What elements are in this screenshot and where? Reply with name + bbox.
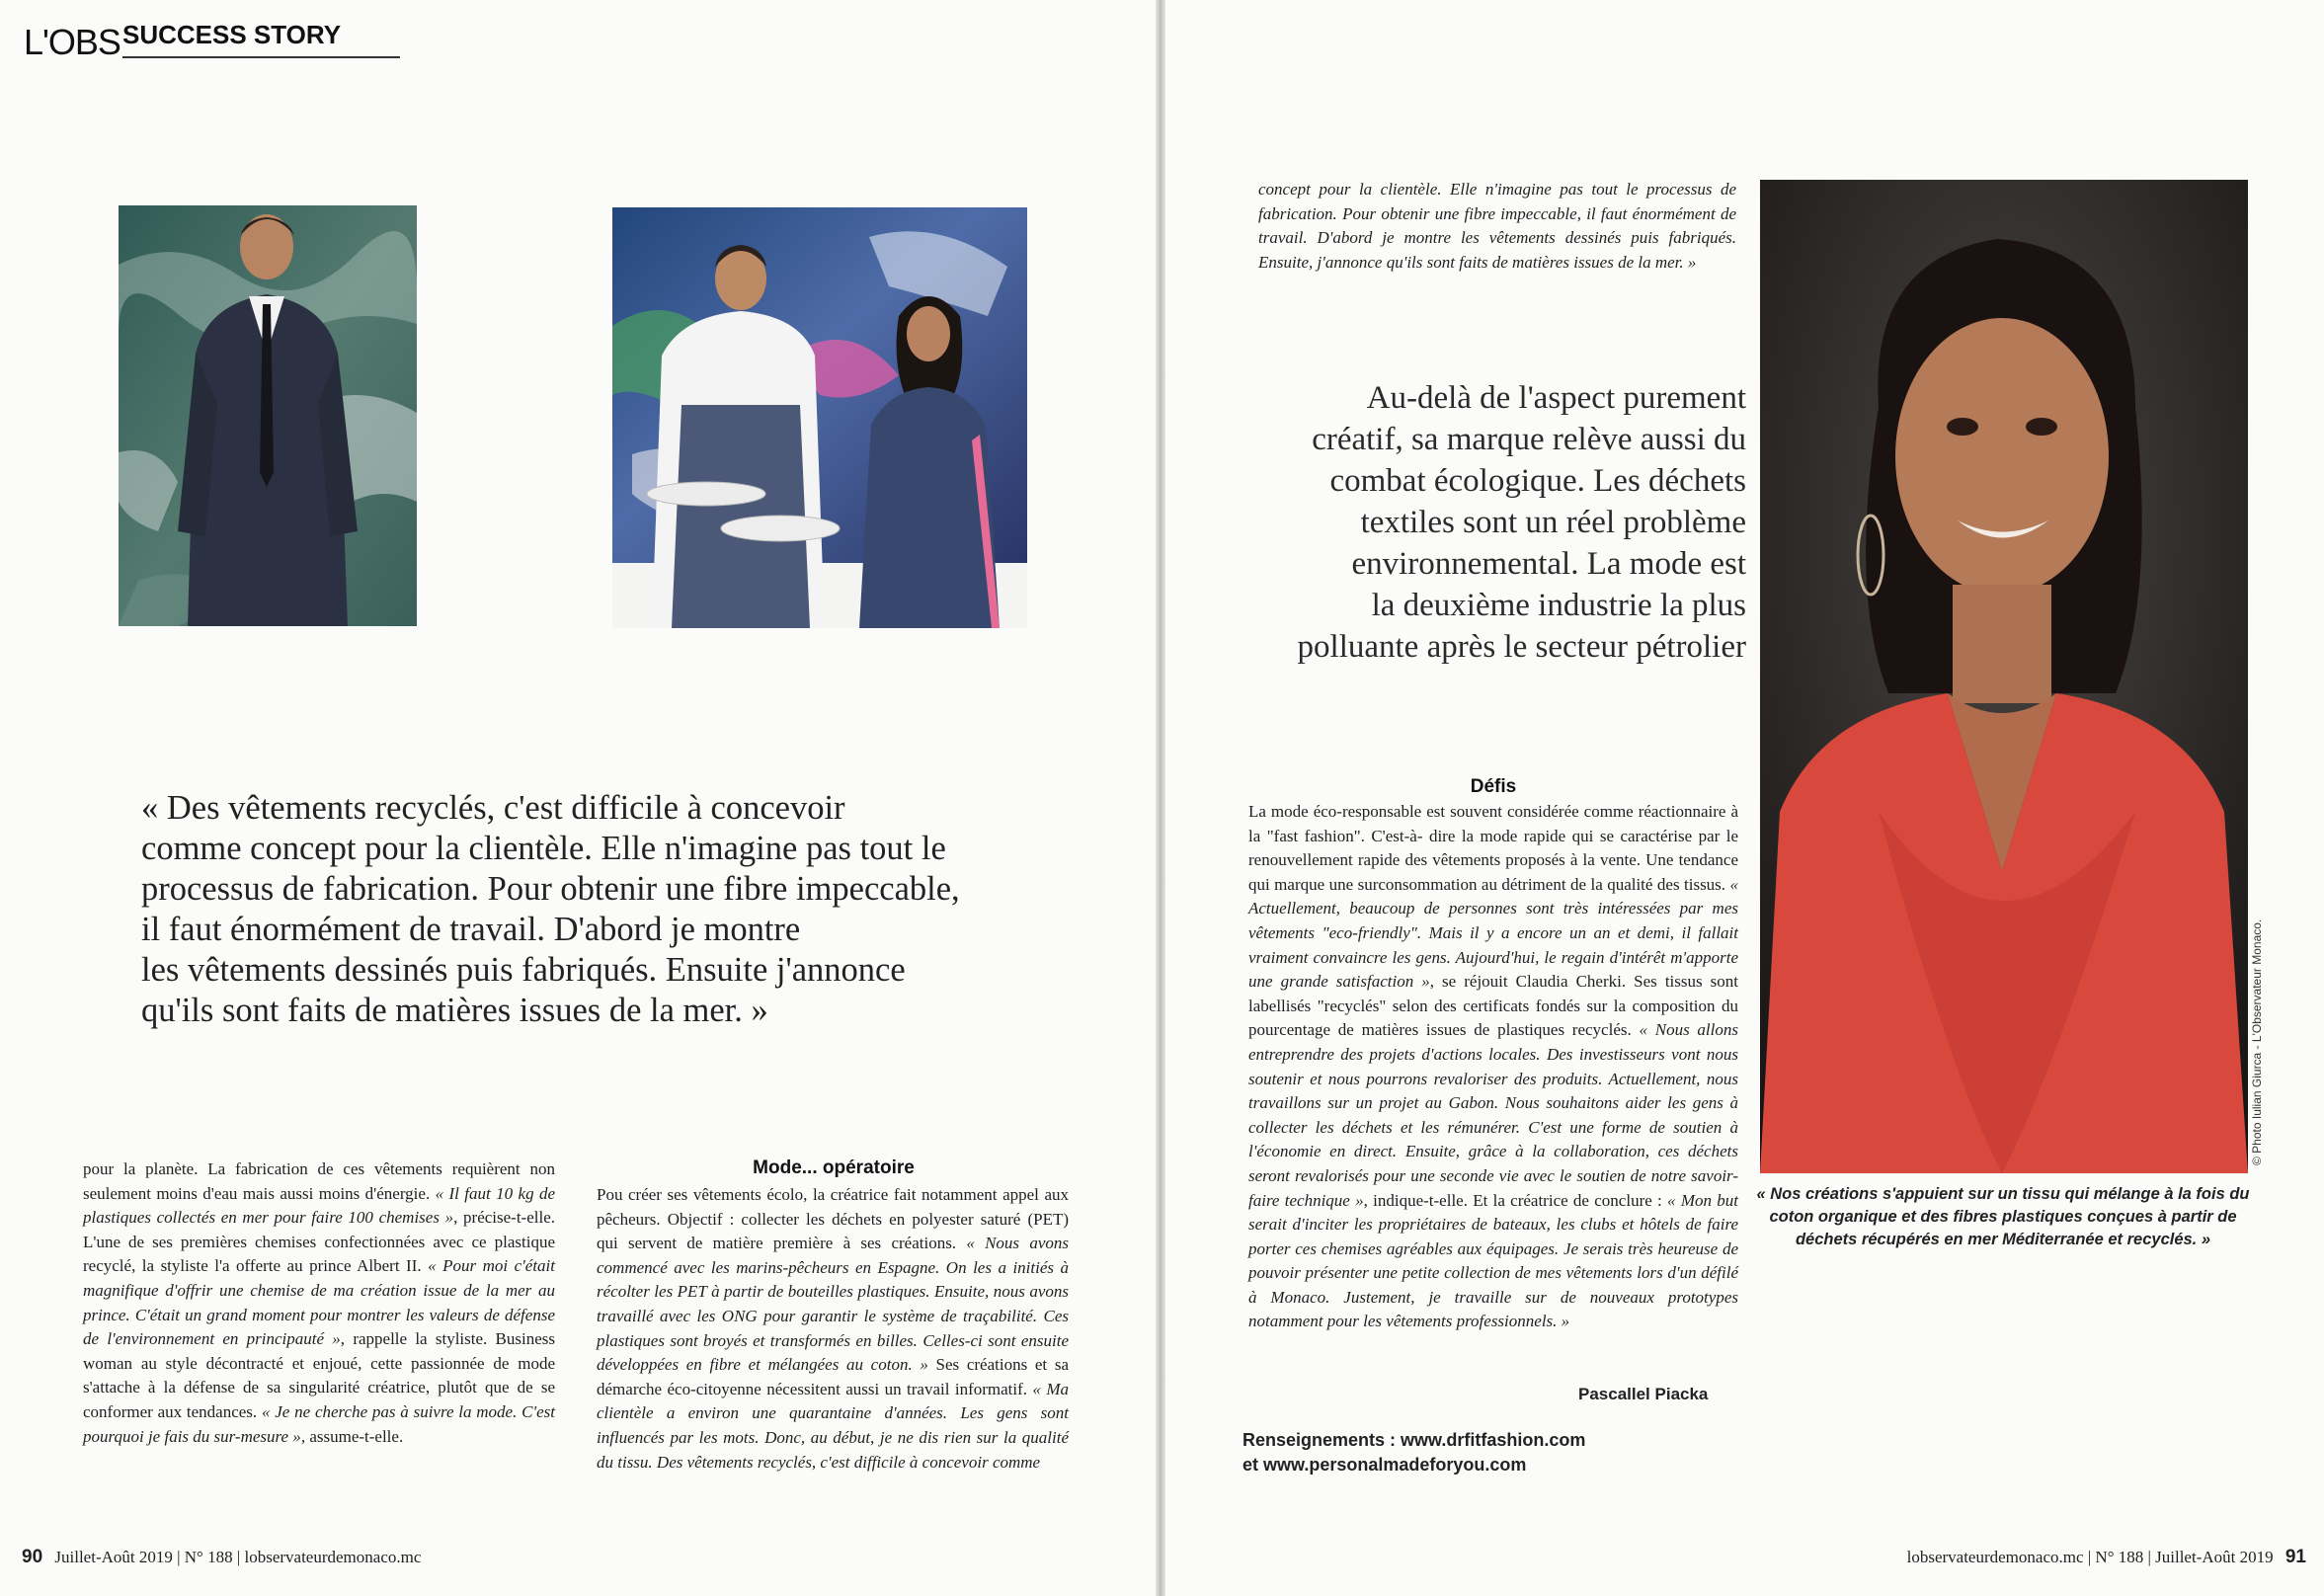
right-page [1165, 0, 2324, 1596]
big-quote-line: les vêtements dessinés puis fabriqués. Ensuite j'annonce [141, 951, 906, 989]
big-quote-line: processus de fabrication. Pour obtenir une fibre impeccable, [141, 870, 960, 908]
magazine-logo: L'OBS [24, 22, 120, 62]
continuation-text: concept pour la clientèle. Elle n'imagine pas tout le processus de fabrication. Pour obtenir une fibre impeccable, il faut énormément de travail. D'abord je montre les vêtements dessinés puis fabriqués. Ensuite, j'annonce qu'ils sont faits de matières issues de la mer. » [1258, 180, 1736, 272]
left-page [0, 0, 1156, 1596]
big-quote-line: il faut énormément de travail. D'abord je montre [141, 911, 801, 948]
article-column-1 [83, 1157, 555, 1449]
article-column-2 [597, 1183, 1069, 1475]
quote-run: « Je ne cherche pas à suivre la mode. C'est pourquoi je fais du sur-mesure » [83, 1401, 555, 1446]
quote-run: « Pour moi c'était magnifique d'offrir une chemise de ma création issue de la mer au prince. C'était un grand moment pour montrer les valeurs de défense de l'environnement en principauté » [83, 1256, 555, 1349]
right-footer [1907, 1547, 2306, 1568]
section-title: SUCCESS STORY [122, 20, 400, 58]
big-quote-line: qu'ils sont faits de matières issues de la mer. » [141, 992, 768, 1029]
quote-run: « Il faut 10 kg de plastiques collectés en mer pour faire 100 chemises » [83, 1183, 556, 1228]
page-fold [1156, 0, 1165, 1596]
photo-man-in-suit [119, 205, 417, 626]
text-run: , rappelle la styliste. Business woman au style décontracté et enjoué, cette passionnée de mode s'attache à la défense de sa singularité créatrice, plutôt que de se conformer aux tendances. [83, 1329, 556, 1421]
text-run: pour la planète. La fabrication de ces vêtements requièrent non seulement moins d'eau mais aussi moins d'énergie. [83, 1159, 555, 1203]
footer-text: Juillet-Août 2019 | N° 188 | lobservateurdemonaco.mc [54, 1548, 422, 1566]
text-run: , précise-t-elle. L'une de ses premières chemises confectionnées avec ce plastique recyclé, la styliste l'a offerte au prince Albert II. [83, 1208, 556, 1276]
text-run: La mode éco-responsable est souvent considérée comme réactionnaire à la "fast fashion". C'est-à- dire la mode rapide qui se caractérise par le renouvellement rapide des vêtements proposés à la vente. Une tendance qui marque une surconsommation au détriment de la qualité des tissus. [1248, 802, 1738, 894]
pull-quote-line: la deuxième industrie la plus [1371, 588, 1746, 623]
page-number: 90 [22, 1547, 43, 1567]
info-line: Renseignements : www.drfitfashion.com [1242, 1430, 1586, 1450]
photo-chef-and-designer [612, 207, 1027, 628]
portrait-photo [1760, 180, 2248, 1173]
pull-quote-line: textiles sont un réel problème [1360, 505, 1746, 540]
quote-run: « Actuellement, beaucoup de personnes sont très intéressées par mes vêtements "eco-friendly". Mais il y a encore un an et demi, il fallait vraiment convaincre les gens. Aujourd'hui, le regain d'intérêt m'apporte une grande satisfaction » [1248, 874, 1738, 992]
author-name: Pascallel Piacka [1578, 1385, 1709, 1403]
pull-quote-line: environnemental. La mode est [1351, 546, 1746, 582]
text-run: Ses créations et sa démarche éco-citoyenne nécessitent aussi un travail informatif. [597, 1355, 1069, 1398]
pull-quote-line: combat écologique. Les déchets [1329, 463, 1746, 499]
quote-run: « Ma clientèle a environ une quarantaine d'années. Les gens sont influencés par les mots. Donc, au début, je ne dis rien sur la qualité du tissu. Des vêtements recyclés, c'est difficile à concevoir comme [597, 1379, 1069, 1472]
quote-run: « Nous avons commencé avec les marins-pêcheurs en Espagne. On les a initiés à récolter les PET à partir de bouteilles plastiques. Ensuite, nous avons travaillé avec les ONG pour garantir le système de traçabilité. Ces plastiques sont broyés et transformés en billes. Celles-ci sont ensuite développées en fibre et mélangées au coton. » [597, 1234, 1069, 1375]
photo-caption: « Nos créations s'appuient sur un tissu qui mélange à la fois du coton organique et des fibres plastiques conçues à partir de déchets récupérés en mer Méditerranée et recyclés. » [1756, 1185, 2250, 1248]
info-line: et www.personalmadeforyou.com [1242, 1455, 1527, 1475]
big-quote-line: comme concept pour la clientèle. Elle n'imagine pas tout le [141, 830, 946, 867]
page-number: 91 [2284, 1547, 2306, 1567]
left-footer [22, 1547, 421, 1568]
quote-run: « Mon but serait d'inciter les propriétaires de bateaux, les clubs et hôtels de faire porter ces chemises agréables aux équipages. Je serais très heureuse de pouvoir présenter une petite collection de mes vêtements lors d'un défilé à Monaco. Justement, je travaille sur de nouveaux prototypes notamment pour les vêtements professionnels. » [1248, 1190, 1738, 1331]
pull-quote-line: Au-delà de l'aspect purement [1366, 380, 1746, 416]
subheading-defis: Défis [1470, 776, 1517, 797]
pull-quote-line: créatif, sa marque relève aussi du [1312, 422, 1746, 457]
text-run: , se réjouit Claudia Cherki. Ses tissus sont labellisés "recyclés" selon des certificats fondés sur la composition du pourcentage de matières issues de plastiques recyclés. [1248, 972, 1738, 1040]
text-run: Pou créer ses vêtements écolo, la créatrice fait notamment appel aux pêcheurs. Objectif : collecter les déchets en polyester saturé (PET) qui servent de matière première à ses créations. [597, 1185, 1069, 1253]
text-run: , indique-t-elle. Et la créatrice de conclure : [1363, 1190, 1668, 1210]
big-quote-line: « Des vêtements recyclés, c'est difficile à concevoir [141, 789, 845, 827]
photo-credit: © Photo Iulian Giurca - L'Observateur Monaco. [2250, 918, 2264, 1165]
article-column-defis [1248, 800, 1738, 1334]
pull-quote-line: polluante après le secteur pétrolier [1297, 629, 1746, 665]
big-quote [141, 788, 1010, 1031]
footer-text: lobservateurdemonaco.mc | N° 188 | Juillet-Août 2019 [1906, 1548, 2274, 1566]
subheading-mode-operatoire: Mode... opératoire [753, 1157, 915, 1178]
info-block [1242, 1428, 1585, 1477]
pull-quote [1235, 377, 1746, 668]
text-run: , assume-t-elle. [300, 1426, 404, 1446]
quote-run: « Nous allons entreprendre des projets d'actions locales. Des investisseurs vont nous soutenir et nous pourrons revaloriser des produits. Actuellement, nous travaillons sur un projet au Gabon. Nous souhaitons aider les gens à collecter les déchets et les rémunérer. C'est une forme de soutien à l'économie en direct. Ensuite, grâce à la collaboration, ces déchets seront revalorisés pour une seconde vie avec le soutien de notre savoir-faire technique » [1248, 1020, 1738, 1210]
